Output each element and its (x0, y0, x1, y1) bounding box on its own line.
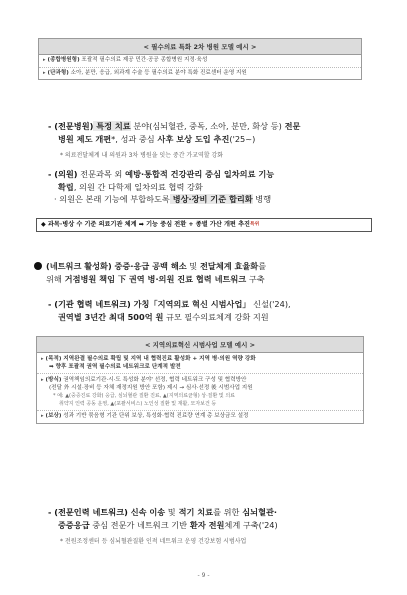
model-example-box-2 (36, 336, 364, 424)
triangle-bullet-icon: ▸ (43, 57, 46, 63)
clinic-paragraph: - (의원) 전문과목 외 예방·통합적 건강관리 중심 일차의료 기능 확립, 의원 간 다학제 일차의료 협력 강화 · 의원은 본래 기능에 부합하도록 병상·장비 기준 합리화 병행 (48, 169, 275, 204)
box-row: ▸ (종합병원형) 포괄적 필수의료 제공 민간·공공 종합병원 지정·육성 (39, 55, 361, 68)
specialty-hospital-paragraph: - (전문병원) 특정 치료 분야(심뇌혈관, 중독, 소아, 분만, 화상 등) 전문 병원 제도 개편*, 성과 중심 사후 보상 도입 추진('25~) (48, 121, 301, 144)
box-row: ▸ (단과형) 소아, 분만, 응급, 외과계 수술 등 필수의료 분야 특화 진료센터 운영 지원 (43, 69, 247, 76)
box-title: < 필수의료 특화 2차 병원 모델 예시 > (39, 39, 361, 55)
institution-network-paragraph: - (기관 협력 네트워크) 가칭「지역의료 혁신 시범사업」 신설('24), 권역별 3년간 최대 500억 원 규모 필수의료체계 강화 지원 (48, 299, 291, 322)
triangle-bullet-icon: ▸ (41, 356, 44, 362)
summary-line: ◆ 과목·병상 수 기준 의료기관 체계 ➡ 기능 중심 전환 + 종별 가산 개편 추진$^{특위}$ (36, 218, 372, 232)
triangle-bullet-icon: ▸ (43, 69, 46, 76)
network-section: (네트워크 활성화) 중증·응급 공백 해소 및 전달체계 효율화를 위해 거점병원 책임 下 권역 병·의원 진료 협력 네트워크 구축 (34, 260, 266, 285)
special-committee-sup: 특위 (250, 222, 260, 227)
box-row: ▸ (목적) 지역완결 필수의료 확립 및 지역 내 협력진료 활성화 + 지역 병·의원 역량 강화 ➡ 향후 포괄적 권역 필수의료 네트워크로 단계적 발전 (37, 353, 363, 374)
triangle-bullet-icon: ▸ (41, 377, 44, 383)
model-example-box-1 (38, 38, 362, 80)
page-number: - 9 - (197, 572, 210, 579)
circle-bullet-icon (34, 262, 42, 270)
box-title: < 지역의료혁신 시범사업 모델 예시 > (37, 337, 363, 353)
expert-network-paragraph: - (전문인력 네트워크) 신속 이송 및 적기 치료를 위한 심뇌혈관· 중증응급 중심 전문가 네트워크 기반 환자 전원체계 구축('24) (48, 507, 278, 530)
footnote: * 의료전달체계 내 의원과 3차 병원을 잇는 중간 가교역할 강화 (60, 152, 224, 159)
footnote: * 전원조정센터 등 심뇌혈관질환 인적 네트워크 운영 건강보험 시범사업 (60, 538, 247, 545)
triangle-bullet-icon: ▸ (41, 413, 44, 419)
box-row: ▸ (보상) 성과 기반 묶음형 기관 단위 보상, 특성화·협력 진료량 연계 총 보상금모 설정 (41, 413, 249, 419)
box-row: ▸ (방식) 권역책임의료기관·시·도 특성화 분야' 선정, 협력 네트워크 구성 및 협력방안 (전달 外 시설·장비 등 자체 재정지원 방안 포함) 제시 → 심사·선정 後 시범사업 지원 * 예: ▲(중증진료 강화) 응급, 심뇌혈관 질환 진료, ▲(지역의료균형) 상·질환 및 의료 취약지 인력 공동 운영, ▲(포괄서비스) 노인성 질환 및 재활, 모자보건 등 (37, 374, 363, 411)
